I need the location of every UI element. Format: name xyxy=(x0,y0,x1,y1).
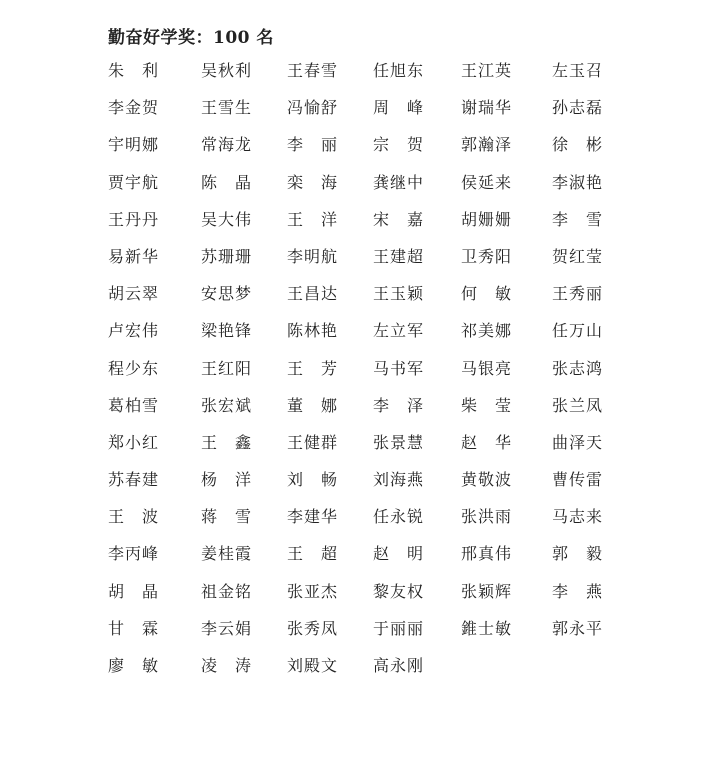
awardee-name: 张宏斌 xyxy=(201,395,253,415)
award-name-list xyxy=(108,60,628,692)
awardee-name: 张景慧 xyxy=(373,432,425,452)
awardee-name: 王 鑫 xyxy=(201,432,253,452)
awardee-name: 胡云翠 xyxy=(108,284,160,304)
awardee-name: 柴 莹 xyxy=(461,395,513,415)
awardee-name: 李 燕 xyxy=(552,581,604,601)
awardee-name: 于丽丽 xyxy=(373,618,425,638)
awardee-name: 李丙峰 xyxy=(108,544,160,564)
awardee-name: 董 娜 xyxy=(287,395,339,415)
awardee-name: 郭瀚泽 xyxy=(461,135,513,155)
awardee-name: 曲泽天 xyxy=(552,432,604,452)
awardee-name: 高永刚 xyxy=(373,656,425,675)
awardee-name: 张志鸿 xyxy=(552,358,604,378)
awardee-name: 贾宇航 xyxy=(108,172,160,192)
awardee-name: 郭永平 xyxy=(552,618,604,638)
awardee-name: 宋 嘉 xyxy=(373,209,425,229)
awardee-name: 葛柏雪 xyxy=(108,395,160,415)
awardee-name: 胡 晶 xyxy=(108,581,160,601)
awardee-name: 甘 霖 xyxy=(108,618,160,638)
awardee-name: 左立军 xyxy=(373,321,425,341)
awardee-name: 刘殿文 xyxy=(287,656,339,675)
awardee-name: 苏珊珊 xyxy=(201,246,253,266)
awardee-name: 王春雪 xyxy=(287,61,339,80)
awardee-name: 廖 敏 xyxy=(108,656,160,675)
awardee-name: 何 敏 xyxy=(461,284,513,304)
awardee-name: 任旭东 xyxy=(373,61,425,80)
awardee-name: 刘海燕 xyxy=(373,470,425,490)
awardee-name: 黄敬波 xyxy=(461,470,513,490)
awardee-name: 张亚杰 xyxy=(287,581,339,601)
awardee-name: 邢真伟 xyxy=(461,544,513,564)
awardee-name: 王 超 xyxy=(287,544,339,564)
awardee-name: 胡姗姗 xyxy=(461,209,513,229)
awardee-name: 李云娟 xyxy=(201,618,253,638)
awardee-name: 李 泽 xyxy=(373,395,425,415)
awardee-name: 王健群 xyxy=(287,432,339,452)
awardee-name: 张秀凤 xyxy=(287,618,339,638)
awardee-name: 卫秀阳 xyxy=(461,246,513,266)
awardee-name: 宗 贺 xyxy=(373,135,425,155)
awardee-name: 张洪雨 xyxy=(461,507,513,527)
awardee-name: 易新华 xyxy=(108,246,160,266)
awardee-name: 李 丽 xyxy=(287,135,339,155)
awardee-name: 陈 晶 xyxy=(201,172,253,192)
awardee-name: 马银亮 xyxy=(461,358,513,378)
awardee-name: 安思梦 xyxy=(201,284,253,304)
awardee-name: 常海龙 xyxy=(201,135,253,155)
awardee-name: 吴大伟 xyxy=(201,209,253,229)
awardee-name: 王秀丽 xyxy=(552,284,604,304)
awardee-name: 贺红莹 xyxy=(552,246,604,266)
awardee-name: 郑小红 xyxy=(108,432,160,452)
awardee-name: 宇明娜 xyxy=(108,135,160,155)
awardee-name: 黎友权 xyxy=(373,581,425,601)
awardee-name: 王 洋 xyxy=(287,209,339,229)
awardee-name: 谢瑞华 xyxy=(461,98,513,118)
awardee-name: 祖金铭 xyxy=(201,581,253,601)
awardee-name: 刘 畅 xyxy=(287,470,339,490)
awardee-name: 卢宏伟 xyxy=(108,321,160,341)
awardee-name: 侯延来 xyxy=(461,172,513,192)
awardee-name: 赵 明 xyxy=(373,544,425,564)
awardee-name: 王丹丹 xyxy=(108,209,160,229)
awardee-name: 梁艳锋 xyxy=(201,321,253,341)
awardee-name: 左玉召 xyxy=(552,61,604,80)
awardee-name: 陈林艳 xyxy=(287,321,339,341)
awardee-name: 王 波 xyxy=(108,507,160,527)
awardee-name: 赵 华 xyxy=(461,432,513,452)
awardee-name: 徐 彬 xyxy=(552,135,604,155)
awardee-name: 朱 利 xyxy=(108,61,160,80)
awardee-name: 马志来 xyxy=(552,507,604,527)
awardee-name: 程少东 xyxy=(108,358,160,378)
awardee-name: 王建超 xyxy=(373,246,425,266)
awardee-name: 曹传雷 xyxy=(552,470,604,490)
award-document xyxy=(108,26,628,692)
awardee-name: 张兰凤 xyxy=(552,395,604,415)
awardee-name: 孙志磊 xyxy=(552,98,604,118)
awardee-name: 栾 海 xyxy=(287,172,339,192)
awardee-name: 任永锐 xyxy=(373,507,425,527)
award-title: 勤奋好学奖：100 名 xyxy=(108,28,274,48)
awardee-name: 蒋 雪 xyxy=(201,507,253,527)
awardee-name: 马书军 xyxy=(373,358,425,378)
awardee-name: 王红阳 xyxy=(201,358,253,378)
awardee-name: 王雪生 xyxy=(201,98,253,118)
awardee-name: 李 雪 xyxy=(552,209,604,229)
awardee-name: 张颖辉 xyxy=(461,581,513,601)
awardee-name: 錐士敏 xyxy=(461,618,513,638)
awardee-name: 姜桂霞 xyxy=(201,544,253,564)
awardee-name: 周 峰 xyxy=(373,98,425,118)
awardee-name: 王江英 xyxy=(461,61,513,80)
awardee-name: 李金贺 xyxy=(108,98,160,118)
awardee-name: 李明航 xyxy=(287,246,339,266)
awardee-name: 吴秋利 xyxy=(201,61,253,80)
awardee-name: 郭 毅 xyxy=(552,544,604,564)
awardee-name: 祁美娜 xyxy=(461,321,513,341)
awardee-name: 杨 洋 xyxy=(201,470,253,490)
awardee-name: 王昌达 xyxy=(287,284,339,304)
awardee-name: 王 芳 xyxy=(287,358,339,378)
awardee-name: 李建华 xyxy=(287,507,339,527)
awardee-name: 李淑艳 xyxy=(552,172,604,192)
awardee-name: 任万山 xyxy=(552,321,604,341)
awardee-name: 冯愉舒 xyxy=(287,98,339,118)
awardee-name: 苏春建 xyxy=(108,470,160,490)
awardee-name: 王玉颖 xyxy=(373,284,425,304)
awardee-name: 龚继中 xyxy=(373,172,425,192)
awardee-name: 凌 涛 xyxy=(201,656,253,675)
